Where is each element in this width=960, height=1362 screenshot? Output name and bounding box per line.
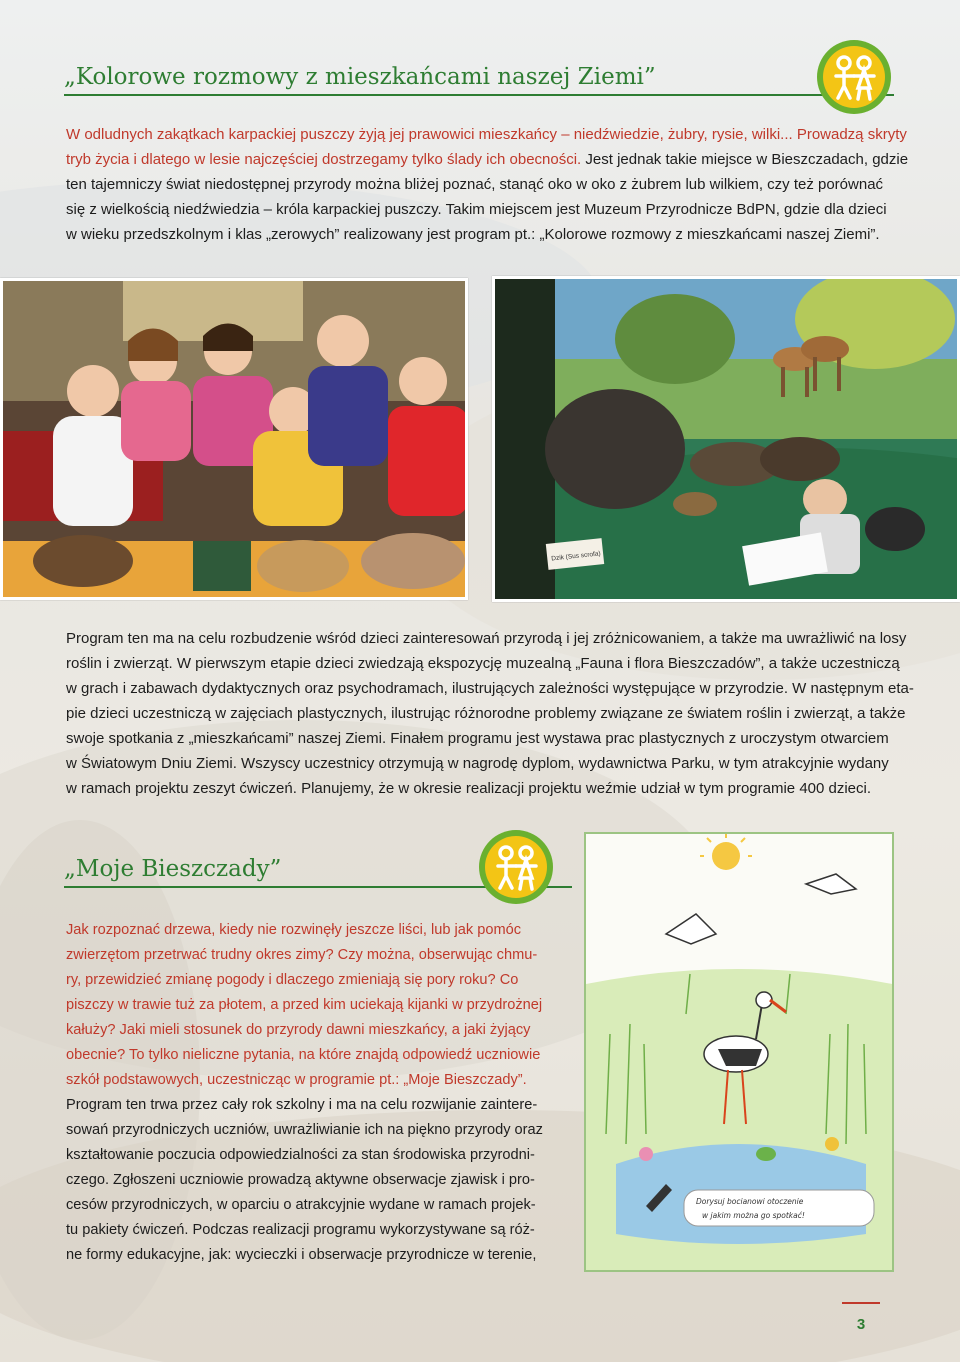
intro-line-red: tryb życia i dlatego w lesie najczęściej dostrzegamy tylko ślady ich obecności. bbox=[66, 151, 582, 168]
body-line: w ramach projektu zeszyt ćwiczeń. Planujemy, że w okresie realizacji projektu weźmie udział w tym programie 400 dzieci. bbox=[66, 780, 872, 797]
dark-line: ne formy edukacyjne, jak: wycieczki i obserwacje przyrodnicze w terenie, bbox=[66, 1247, 537, 1263]
section2-text bbox=[66, 918, 558, 1268]
drawing-caption: Dorysuj bocianowi otoczenie bbox=[696, 1197, 804, 1206]
children-museum-photo bbox=[0, 278, 468, 600]
body-line: swoje spotkania z „mieszkańcami” naszej Ziemi. Finałem programu jest wystawa prac plastycznych z uroczystym otwarciem bbox=[66, 730, 889, 747]
intro-line-mixed bbox=[66, 147, 909, 172]
body-line: w Światowym Dniu Ziemi. Wszyscy uczestnicy otrzymują w nagrodę dyplom, wydawnictwa Parku, w tym atrakcyjnie wydany bbox=[66, 755, 889, 772]
intro-line: w wieku przedszkolnym i klas „zerowych” realizowany jest program pt.: „Kolorowe rozmowy z mieszkańcami naszej Ziemi”. bbox=[66, 226, 880, 243]
intro-line-dark: Takim miejscem jest Muzeum Przyrodnicze BdPN, gdzie dla dzieci bbox=[441, 201, 887, 218]
section1-title-rule bbox=[64, 94, 894, 96]
children-photo-illustration bbox=[3, 281, 468, 600]
body-line: w grach i zabawach dydaktycznych oraz psychodramach, ilustrujących zależności występujące w przyrodzie. W następnym eta- bbox=[66, 680, 914, 697]
dark-line: kształtowanie poczucia odpowiedzialności za stan środowiska przyrodni- bbox=[66, 1147, 535, 1163]
red-line: obecnie? To tylko nieliczne pytania, na które znajdą odpowiedź uczniowie bbox=[66, 1047, 541, 1063]
intro-line-dark: Jest jednak takie miejsce w Bieszczadach, gdzie bbox=[581, 151, 909, 168]
dark-line: cesów przyrodniczych, w oparciu o atrakcyjnie wydane w ramach projek- bbox=[66, 1197, 536, 1213]
drawing-caption-line2: w jakim można go spotkać! bbox=[702, 1211, 805, 1220]
intro-line: ten tajemniczy świat niedostępnej przyrody można bliżej poznać, stanąć oko w oko z żubrem lub wilkiem, czy też porównać bbox=[66, 176, 884, 193]
children-logo-icon bbox=[479, 830, 553, 904]
section1-intro bbox=[66, 122, 909, 247]
body-line: pie dzieci uczestniczą w zajęciach plastycznych, ilustrując różnorodne problemy związane ze światem roślin i zwierząt, a także bbox=[66, 705, 906, 722]
red-line: szkół podstawowych, uczestnicząc w programie pt.: „Moje Bieszczady”. bbox=[66, 1072, 527, 1088]
red-line: zwierzętom przetrwać trudny okres zimy? Czy można, obserwując chmu- bbox=[66, 947, 538, 963]
stork-drawing bbox=[584, 832, 894, 1272]
body-line: roślin i zwierząt. W pierwszym etapie dzieci zwiedzają ekspozycję muzealną „Fauna i flora Bieszczadów”, a także uczestniczą bbox=[66, 655, 900, 672]
exhibit-label: Dzik (Sus scrofa) bbox=[551, 550, 601, 563]
page-number: 3 bbox=[856, 1316, 866, 1333]
museum-diorama-photo bbox=[492, 276, 960, 602]
dark-line: tu pakiety ćwiczeń. Podczas realizacji programu wykorzystywane są róż- bbox=[66, 1222, 535, 1238]
children-logo-icon bbox=[817, 40, 891, 114]
section1-body bbox=[66, 626, 914, 801]
body-line: Program ten ma na celu rozbudzenie wśród dzieci zainteresowań przyrodą i jej zróżnicowaniem, a także ma uwrażliwić na losy bbox=[66, 630, 907, 647]
dark-line: Program ten trwa przez cały rok szkolny i ma na celu rozwijanie zaintere- bbox=[66, 1097, 538, 1113]
intro-line-dark: się z wielkością niedźwiedzia – króla karpackiej puszczy. bbox=[66, 201, 442, 218]
intro-line: W odludnych zakątkach karpackiej puszczy żyją jej prawowici mieszkańcy – niedźwiedzie, żubry, rysie, wilki... Prowadzą skryty bbox=[66, 126, 907, 143]
section1-header bbox=[64, 56, 894, 96]
red-line: ry, przewidzieć zmianę pogody i dlaczego zmieniają się pory roku? Co bbox=[66, 972, 519, 988]
dark-line: sowań przyrodniczych uczniów, uwrażliwianie ich na piękno przyrody oraz bbox=[66, 1122, 543, 1138]
red-line: Jak rozpoznać drzewa, kiedy nie rozwinęły jeszcze liści, lub jak pomóc bbox=[66, 922, 522, 938]
dark-line: czego. Zgłoszeni uczniowie prowadzą aktywne obserwacje zjawisk i pro- bbox=[66, 1172, 535, 1188]
section1-title: „Kolorowe rozmowy z mieszkańcami naszej Ziemi” bbox=[64, 64, 656, 90]
diorama-illustration bbox=[495, 279, 960, 602]
stork-drawing-illustration bbox=[586, 834, 892, 1270]
page-number-rule bbox=[842, 1302, 880, 1304]
intro-line-mixed bbox=[66, 197, 896, 222]
section2-title: „Moje Bieszczady” bbox=[64, 856, 282, 882]
red-line: piszczy w trawie tuż za płotem, a przed kim uciekają kijanki w przydrożnej bbox=[66, 997, 543, 1013]
red-line: kałuży? Jaki mieli stosunek do przyrody dawni mieszkańcy, a jaki żyjący bbox=[66, 1022, 531, 1038]
